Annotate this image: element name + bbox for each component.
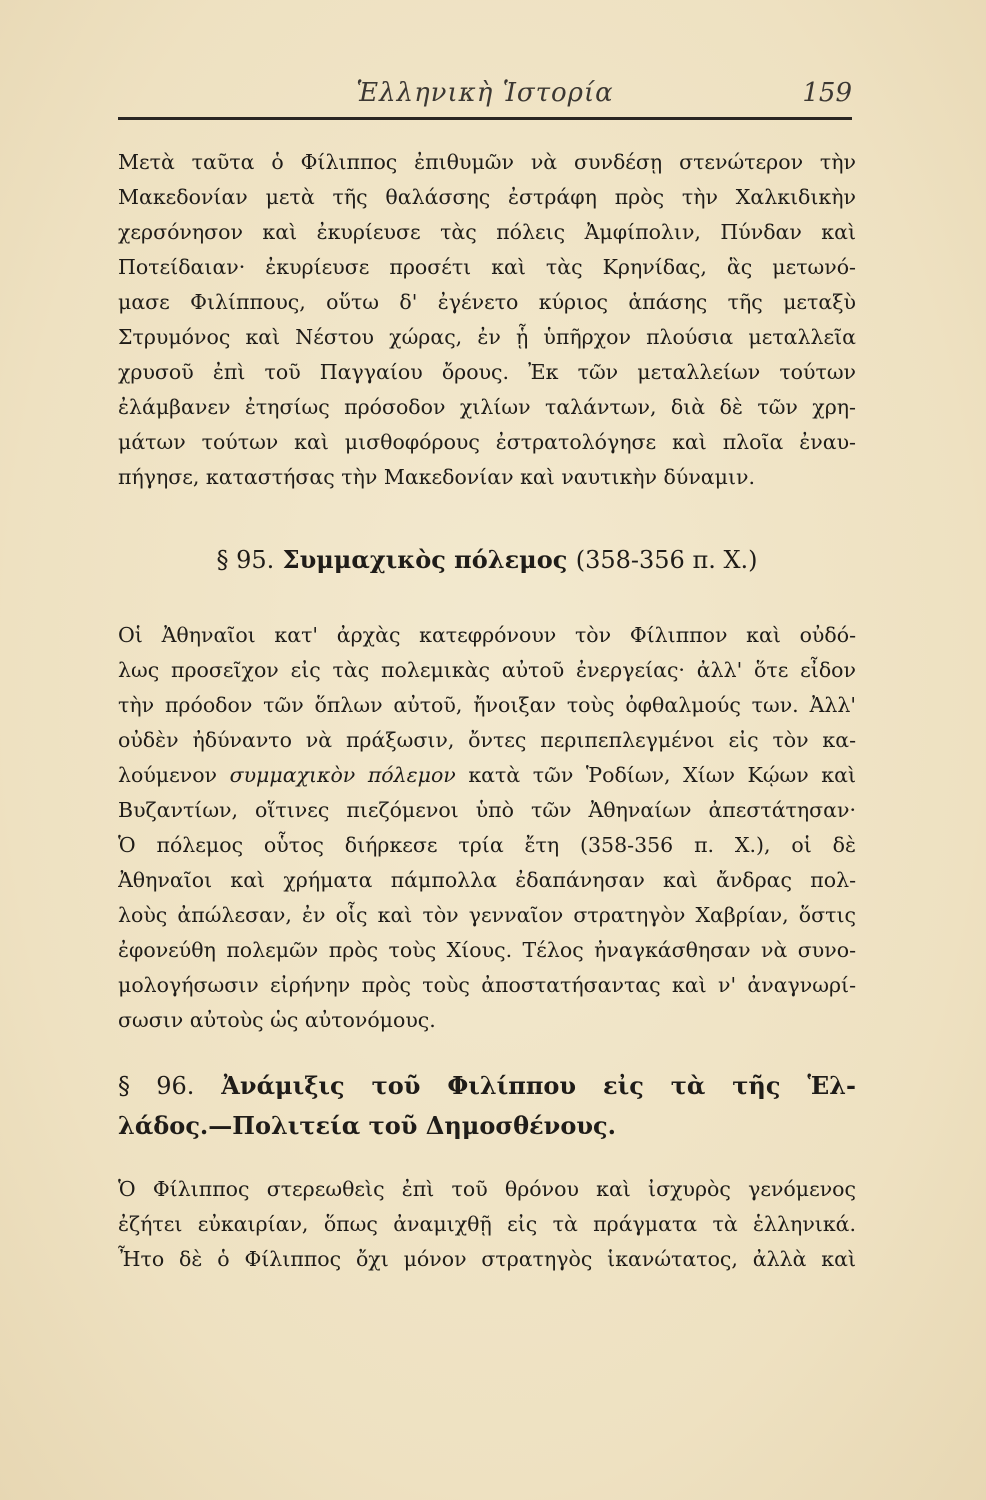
text-line: Ἦτο δὲ ὁ Φίλιππος ὄχι μόνον στρατηγὸς ἱκανώτατος, ἀλλὰ καὶ: [118, 1247, 856, 1271]
text-line: Ποτείδαιαν· ἐκυρίευσε προσέτι καὶ τὰς Κρηνίδας, ἃς μετωνό-: [118, 255, 856, 279]
emphasized-term: συμμαχικὸν πόλεμον: [229, 763, 456, 787]
text-line: ἐλάμβανεν ἐτησίως πρόσοδον χιλίων ταλάντων, διὰ δὲ τῶν χρη-: [118, 395, 856, 419]
text-line: Μακεδονίαν μετὰ τῆς θαλάσσης ἐστράφη πρὸς τὴν Χαλκιδικὴν: [118, 185, 856, 209]
text-line: Ὁ πόλεμος οὗτος διήρκεσε τρία ἔτη (358-356 π. Χ.), οἱ δὲ: [118, 833, 856, 857]
section-96-body: [118, 1172, 856, 1277]
section-95-body: [118, 618, 856, 1038]
section-number: § 95.: [216, 546, 275, 574]
text-line: Ἀθηναῖοι καὶ χρήματα πάμπολλα ἐδαπάνησαν καὶ ἄνδρας πολ-: [118, 868, 856, 892]
text-line: τὴν πρόοδον τῶν ὅπλων αὐτοῦ, ἤνοιξαν τοὺς ὀφθαλμούς των. Ἀλλ': [118, 693, 856, 717]
text-line: ἐζήτει εὐκαιρίαν, ὅπως ἀναμιχθῇ εἰς τὰ πράγματα τὰ ἑλληνικά.: [118, 1212, 856, 1236]
section-95-heading: [118, 540, 856, 580]
running-head: [118, 72, 852, 112]
text-line: Ὁ Φίλιππος στερεωθεὶς ἐπὶ τοῦ θρόνου καὶ ἰσχυρὸς γενόμενος: [118, 1177, 856, 1201]
text-line: Βυζαντίων, οἵτινες πιεζόμενοι ὑπὸ τῶν Ἀθηναίων ἀπεστάτησαν·: [118, 798, 856, 822]
text-line: ἐφονεύθη πολεμῶν πρὸς τοὺς Χίους. Τέλος ἠναγκάσθησαν νὰ συνο-: [118, 938, 856, 962]
text-line: οὐδὲν ἠδύναντο νὰ πράξωσιν, ὄντες περιπεπλεγμένοι εἰς τὸν κα-: [118, 728, 856, 752]
text-line: σωσιν αὐτοὺς ὡς αὐτονόμους.: [118, 1008, 436, 1032]
text-line: Οἱ Ἀθηναῖοι κατ' ἀρχὰς κατεφρόνουν τὸν Φίλιππον καὶ οὐδό-: [118, 623, 856, 647]
text-line: μάτων τούτων καὶ μισθοφόρους ἐστρατολόγησε καὶ πλοῖα ἐναυ-: [118, 430, 856, 454]
text-line: μολογήσωσιν εἰρήνην πρὸς τοὺς ἀποστατήσαντας καὶ ν' ἀναγνωρί-: [118, 973, 856, 997]
text-line: χρυσοῦ ἐπὶ τοῦ Παγγαίου ὄρους. Ἐκ τῶν μεταλλείων τούτων: [118, 360, 856, 384]
section-title-line: λάδος.—Πολιτεία τοῦ Δημοσθένους.: [118, 1111, 616, 1140]
text-line: λοὺς ἀπώλεσαν, ἐν οἷς καὶ τὸν γενναῖον στρατηγὸν Χαβρίαν, ὅστις: [118, 903, 856, 927]
running-title: Ἑλληνικὴ Ἱστορία: [356, 78, 614, 108]
text-line: Στρυμόνος καὶ Νέστου χώρας, ἐν ᾗ ὑπῆρχον πλούσια μεταλλεῖα: [118, 325, 856, 349]
text-line: πήγησε, καταστήσας τὴν Μακεδονίαν καὶ ναυτικὴν δύναμιν.: [118, 465, 755, 489]
section-title-line: Ἀνάμιξις τοῦ Φιλίππου εἰς τὰ τῆς Ἑλ-: [221, 1071, 856, 1100]
text-line: Μετὰ ταῦτα ὁ Φίλιππος ἐπιθυμῶν νὰ συνδέσῃ στενώτερον τὴν: [118, 150, 856, 174]
intro-paragraph: [118, 145, 856, 495]
page-number: 159: [802, 78, 852, 108]
text-run: κατὰ τῶν Ῥοδίων, Χίων Κῴων καὶ: [455, 763, 856, 787]
text-line: μασε Φιλίππους, οὕτω δ' ἐγένετο κύριος ἁπάσης τῆς μεταξὺ: [118, 290, 856, 314]
section-dates: (358-356 π. Χ.): [575, 546, 758, 574]
section-number: § 96.: [118, 1072, 195, 1100]
text-run: λούμενον: [118, 763, 230, 787]
section-title: Συμμαχικὸς πόλεμος: [282, 545, 568, 574]
header-rule: [118, 117, 852, 120]
text-line: χερσόνησον καὶ ἐκυρίευσε τὰς πόλεις Ἀμφίπολιν, Πύνδαν καὶ: [118, 220, 856, 244]
section-96-heading: [118, 1066, 856, 1146]
text-line: [118, 758, 856, 793]
text-line: λως προσεῖχον εἰς τὰς πολεμικὰς αὐτοῦ ἐνεργείας· ἀλλ' ὅτε εἶδον: [118, 658, 856, 682]
